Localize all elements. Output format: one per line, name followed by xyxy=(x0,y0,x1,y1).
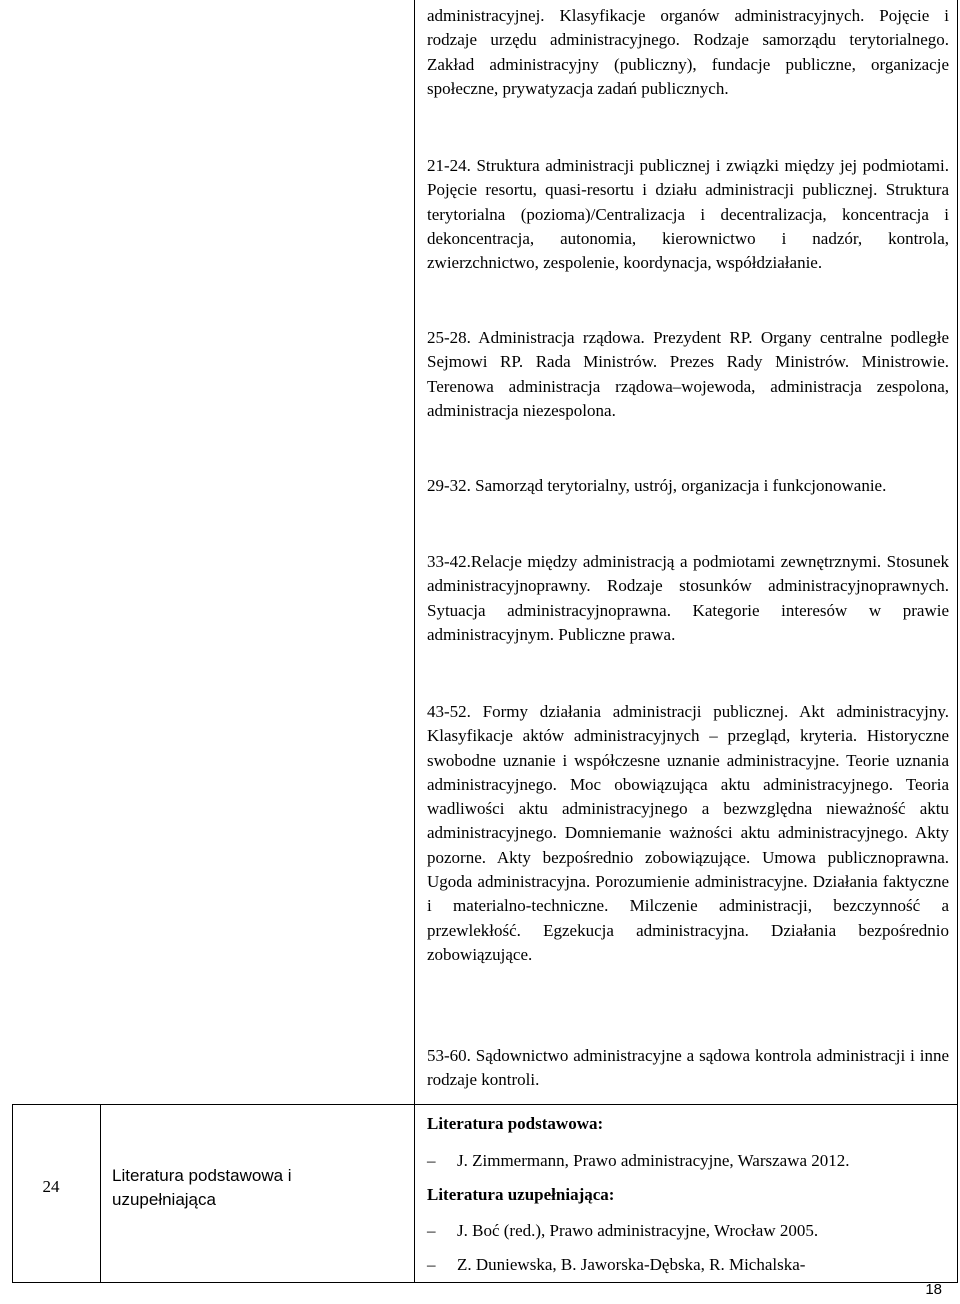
syllabus-paragraph: 25-28. Administracja rządowa. Prezydent RP. Organy centralne podległe Sejmowi RP. Rada Ministrów. Prezes Rady Ministrów. Ministrowie. Terenowa administracja rządowa–wojewoda, administracja zespolona, administracja niezespolona. xyxy=(427,328,949,420)
dash-bullet: – xyxy=(427,1221,436,1240)
basic-literature-heading: Literatura podstawowa: xyxy=(427,1114,604,1133)
supplementary-literature-item: – Z. Duniewska, B. Jaworska-Dębska, R. Michalska- xyxy=(427,1253,949,1277)
syllabus-paragraph: 33-42.Relacje między administracją a podmiotami zewnętrznymi. Stosunek administracyjnoprawny. Rodzaje stosunków administracyjnoprawnych. Sytuacja administracyjnoprawna. Kategorie interesów w prawie administracyjnym. Publiczne prawa. xyxy=(427,552,949,644)
table-border-left-inner xyxy=(414,0,415,1283)
basic-literature-item: – J. Zimmermann, Prawo administracyjne, Warszawa 2012. xyxy=(427,1149,949,1173)
syllabus-paragraph: 21-24. Struktura administracji publicznej i związki między jej podmiotami. Pojęcie resortu, quasi-resortu i działu administracji publicznej. Struktura terytorialna (pozioma)/Centralizacja i decentralizacja, koncentracja i dekoncentracja, autonomia, kierownictwo i nadzór, kontrola, zwierzchnictwo, zespolenie, koordynacja, współdziałanie. xyxy=(427,156,949,273)
dash-bullet: – xyxy=(427,1151,436,1170)
row-separator xyxy=(12,1104,958,1105)
syllabus-paragraph: 43-52. Formy działania administracji publicznej. Akt administracyjny. Klasyfikacje aktów administracyjnych – przegląd, kryteria. Historyczne swobodne uznanie i współczesne uznanie administracyjne. Teorie uznania administracyjnego. Moc obowiązująca aktu administracyjnego. Teoria wadliwości aktu administracyjnego a bezwzględna nieważność aktu administracyjnego. Domniemanie ważności aktu administracyjnego. Akty pozorne. Akty bezpośrednio zobowiązujące. Umowa publicznoprawna. Ugoda administracyjna. Porozumienie administracyjne. Działania faktyczne i materialno-techniczne. Milczenie administracji, bezczynność a przewlekłość. Egzekucja administracyjna. Działania bezpośrednio zobowiązujące. xyxy=(427,702,949,964)
supplementary-literature-item: – J. Boć (red.), Prawo administracyjne, Wrocław 2005. xyxy=(427,1219,949,1243)
syllabus-paragraph: administracyjnej. Klasyfikacje organów administracyjnych. Pojęcie i rodzaje urzędu administracyjnego. Rodzaje samorządu terytorialnego. Zakład administracyjny (publiczny), fundacje publiczne, organizacje społeczne, prywatyzacja zadań publicznych. xyxy=(427,6,949,98)
table-border-bottom xyxy=(12,1282,958,1283)
page-number: 18 xyxy=(925,1281,942,1298)
row-number: 24 xyxy=(42,1177,60,1196)
syllabus-paragraph: 53-60. Sądownictwo administracyjne a sądowa kontrola administracji i inne rodzaje kontroli. xyxy=(427,1046,949,1090)
table-border-right xyxy=(957,0,958,1283)
table-border-col2 xyxy=(100,1104,101,1283)
row-label: Literatura podstawowa i uzupełniająca xyxy=(112,1166,292,1209)
supplementary-literature-heading: Literatura uzupełniająca: xyxy=(427,1185,615,1204)
table-border-left-outer xyxy=(12,1104,13,1283)
dash-bullet: – xyxy=(427,1255,436,1274)
syllabus-paragraph: 29-32. Samorząd terytorialny, ustrój, organizacja i funkcjonowanie. xyxy=(427,476,887,495)
